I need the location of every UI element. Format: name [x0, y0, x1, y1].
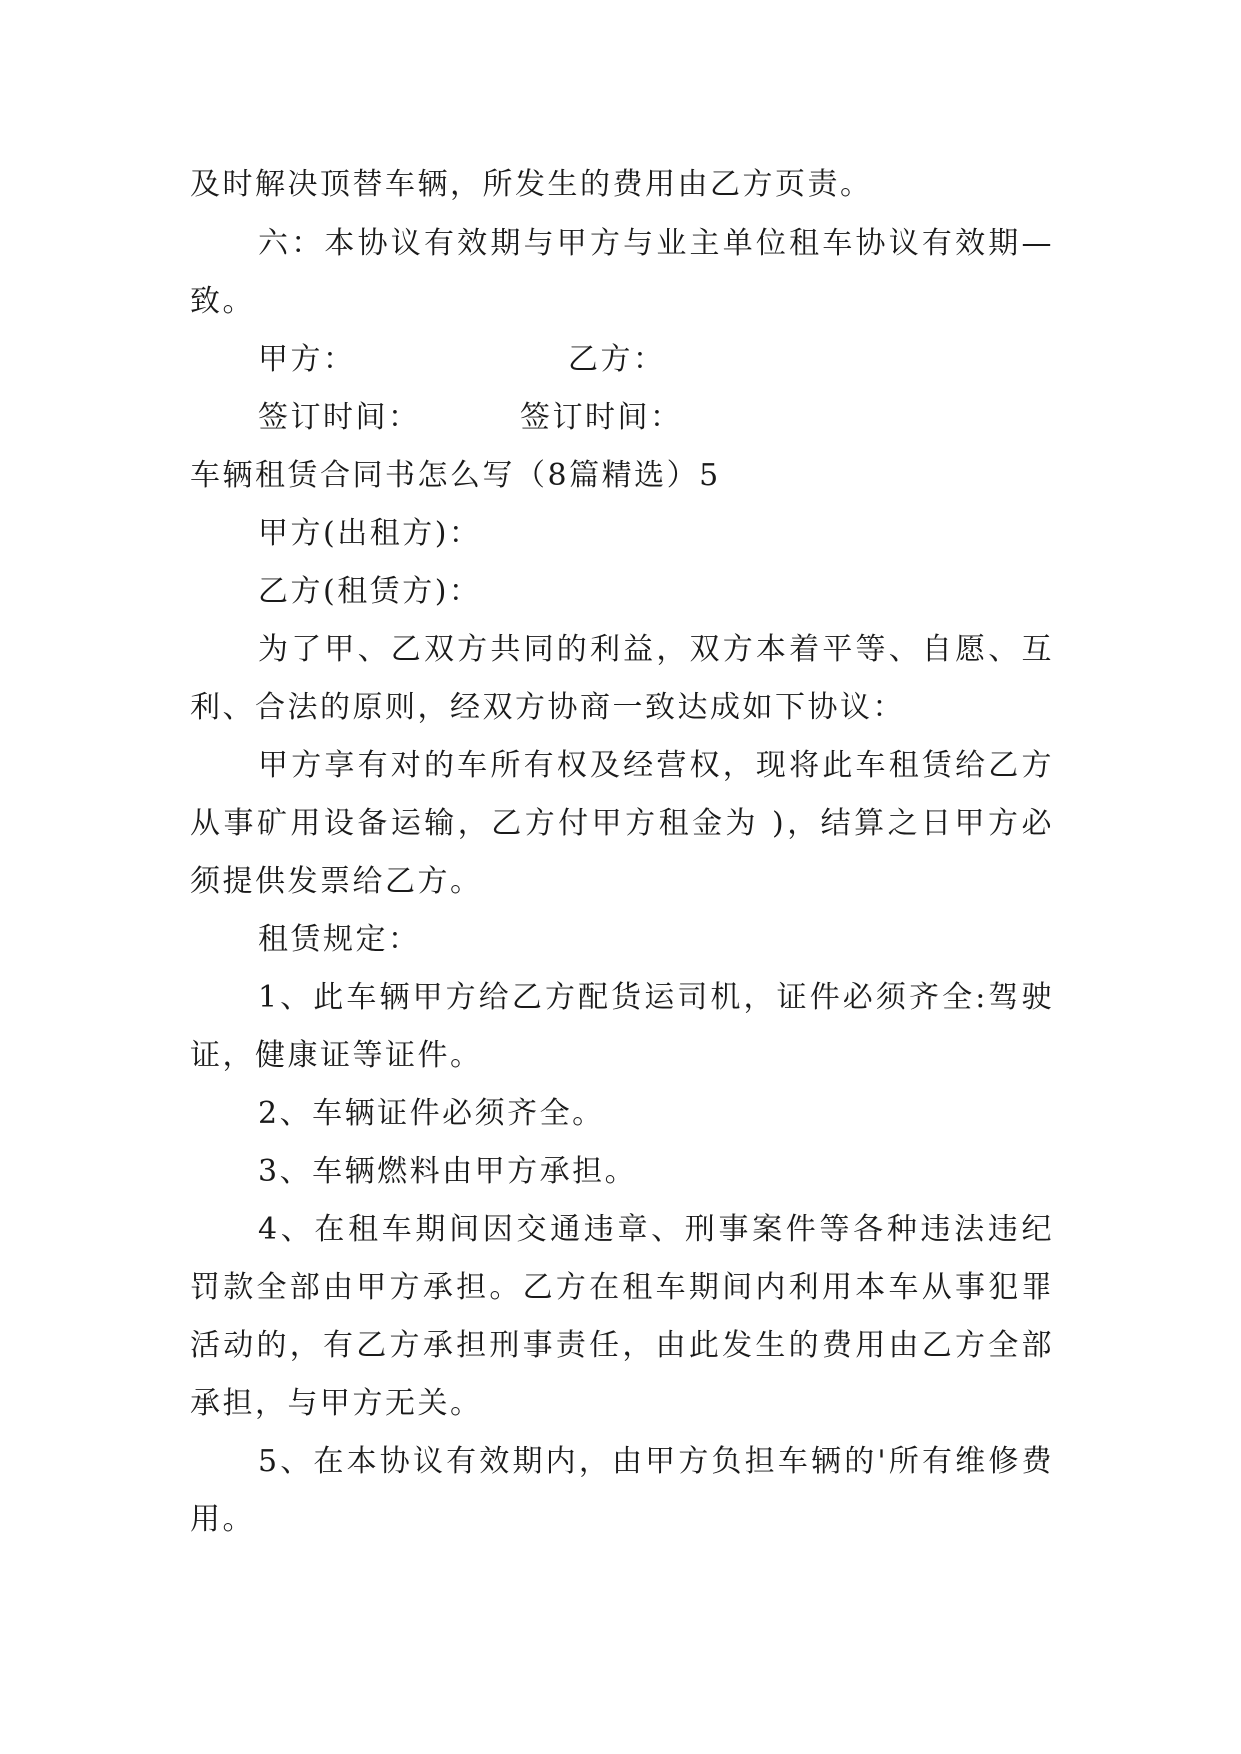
- text-line: 2、车辆证件必须齐全。: [258, 1096, 605, 1131]
- lessee-label: 乙方(租赁方)：: [258, 574, 482, 609]
- text-line: 利、合法的原则，经双方协商一致达成如下协议：: [190, 690, 905, 725]
- text-line: 甲方享有对的车所有权及经营权，现将此车租赁给乙方: [258, 748, 1054, 783]
- text-line: 证，健康证等证件。: [190, 1038, 483, 1073]
- text-line: 3、车辆燃料由甲方承担。: [258, 1154, 638, 1189]
- text-line: 5、在本协议有效期内，由甲方负担车辆的'所有维修费: [258, 1444, 1054, 1479]
- party-b-label: 乙方：: [568, 342, 666, 377]
- text-line: 六：本协议有效期与甲方与业主单位租车协议有效期—: [258, 226, 1054, 261]
- text-line: 为了甲、乙双方共同的利益，双方本着平等、自愿、互: [258, 632, 1054, 667]
- text-line: 用。: [190, 1502, 255, 1537]
- text-line: 从事矿用设备运输，乙方付甲方租金为 )，结算之日甲方必: [190, 806, 1054, 841]
- text-line: 罚款全部由甲方承担。乙方在租车期间内利用本车从事犯罪: [190, 1270, 1054, 1305]
- rules-heading: 租赁规定：: [258, 922, 421, 957]
- text-line: 及时解决顶替车辆，所发生的费用由乙方页责。: [190, 167, 873, 202]
- text-line: 致。: [190, 284, 255, 319]
- text-line: 活动的，有乙方承担刑事责任，由此发生的费用由乙方全部: [190, 1328, 1054, 1363]
- sign-date-b-label: 签订时间：: [520, 400, 683, 435]
- section-heading: 车辆租赁合同书怎么写（8篇精选）5: [190, 458, 721, 493]
- text-line: 须提供发票给乙方。: [190, 864, 483, 899]
- text-line: 承担，与甲方无关。: [190, 1386, 483, 1421]
- text-line: 4、在租车期间因交通违章、刑事案件等各种违法违纪: [258, 1212, 1054, 1247]
- sign-date-a-label: 签订时间：: [258, 400, 421, 435]
- party-a-label: 甲方：: [258, 342, 356, 377]
- text-line: 1、此车辆甲方给乙方配货运司机，证件必须齐全:驾驶: [258, 980, 1054, 1015]
- lessor-label: 甲方(出租方)：: [258, 516, 482, 551]
